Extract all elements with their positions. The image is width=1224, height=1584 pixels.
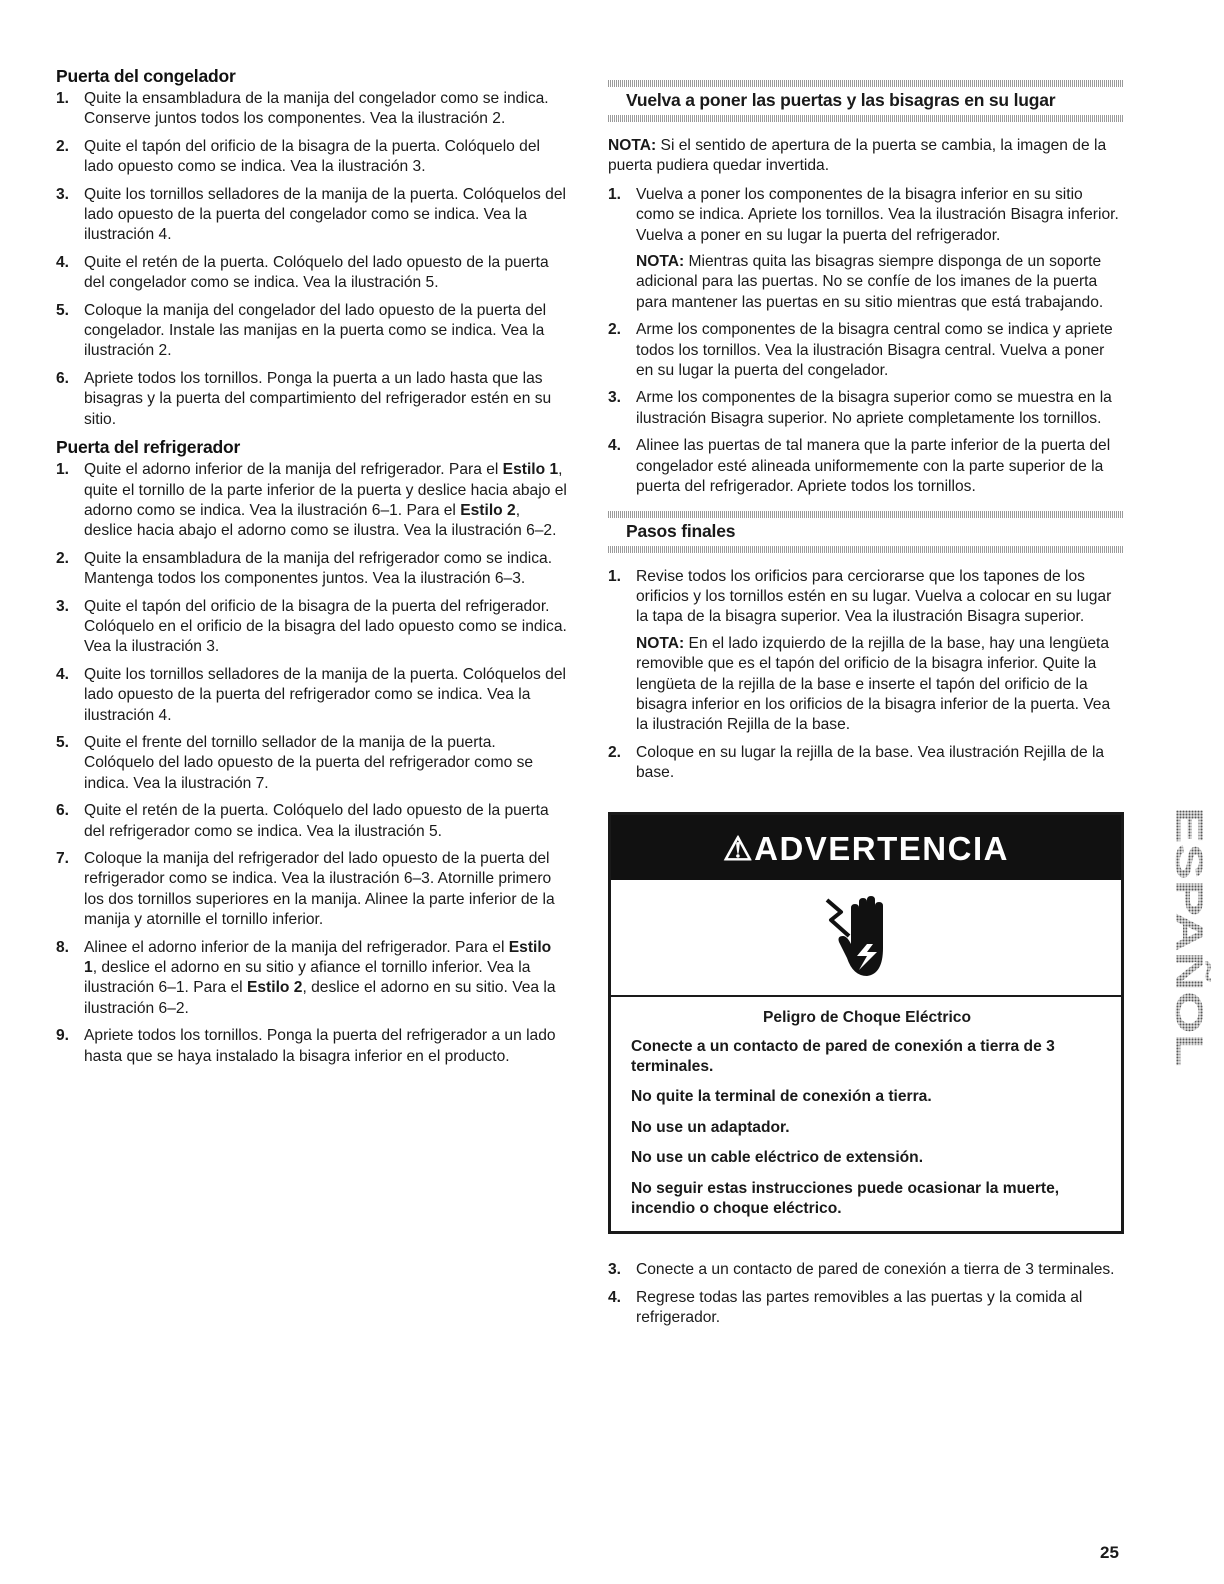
fridge-door-heading: Puerta del refrigerador xyxy=(56,437,241,458)
step-text: Vuelva a poner los componentes de la bisagra inferior en su sitio como se indica. Apriete los tornillos. Vea la ilustración Bisagra inferior. Vuelva a poner en su lugar la puerta del refrigerador. xyxy=(636,185,1119,244)
step-number: 4. xyxy=(608,437,622,455)
replace-note xyxy=(608,136,1124,177)
step-number: 1. xyxy=(608,185,622,203)
step-text: Revise todos los orificios para cerciorarse que los tapones de los orificios y los tornillos estén en su lugar. Vuelva a colocar en su lugar la tapa de la bisagra superior. Vea la ilustración Bisagra superior. xyxy=(636,567,1112,626)
step-text: Coloque en su lugar la rejilla de la base. Vea ilustración Rejilla de la base. xyxy=(636,743,1105,782)
warning-line: No seguir estas instrucciones puede ocasionar la muerte, incendio o choque eléctrico. xyxy=(631,1179,1060,1217)
step-number: 7. xyxy=(56,850,70,867)
warning-line: No use un adaptador. xyxy=(631,1118,790,1136)
list-item xyxy=(608,1260,1124,1280)
step-number: 5. xyxy=(56,733,70,751)
step-number: 8. xyxy=(56,938,70,956)
step-number: 2. xyxy=(56,137,70,155)
warning-line: Conecte a un contacto de pared de conexión a tierra de 3 terminales. xyxy=(631,1037,1055,1075)
page-number: 25 xyxy=(1100,1543,1119,1562)
step-number: 4. xyxy=(56,253,70,271)
step-text: Quite los tornillos selladores de la manija de la puerta. Colóquelos del lado opuesto de la puerta del congelador como se indica. Vea la ilustración 4. xyxy=(84,185,566,244)
step-text: Quite el frente del tornillo sellador de la manija de la puerta. Colóquelo del lado opuesto de la puerta del refrigerador como se indica. Vea la ilustración 7. xyxy=(84,733,534,792)
step-text-a: Alinee el adorno inferior de la manija del refrigerador. Para el xyxy=(84,938,509,956)
freezer-steps-list xyxy=(56,89,568,430)
step-text: Apriete todos los tornillos. Ponga la puerta a un lado hasta que las bisagras y la puerta del compartimiento del refrigerador estén en su sitio. xyxy=(84,369,552,428)
language-tab-label: ESPAÑOL xyxy=(1167,807,1210,993)
step-text: Coloque la manija del refrigerador del lado opuesto de la puerta del refrigerador como se indica. Vea la ilustración 6–3. Atornille primero los dos tornillos superiores en la manija. Alinee la parte inferior de la manija y atornille el tornillo inferior. xyxy=(84,850,555,929)
step-number: 6. xyxy=(56,369,70,387)
warning-body xyxy=(611,997,1121,1232)
note-text: Si el sentido de apertura de la puerta se cambia, la imagen de la puerta pudiera quedar invertida. xyxy=(608,137,1107,175)
list-item xyxy=(56,549,568,590)
step-number: 1. xyxy=(56,461,70,479)
step-text: Quite el retén de la puerta. Colóquelo del lado opuesto de la puerta del congelador como se indica. Vea la ilustración 5. xyxy=(84,253,549,292)
step-text: Regrese todas las partes removibles a las puertas y la comida al refrigerador. xyxy=(636,1288,1083,1327)
warning-danger-title: Peligro de Choque Eléctrico xyxy=(763,1008,971,1026)
banner-rule-top xyxy=(608,80,1124,87)
replace-doors-heading: Vuelva a poner las puertas y las bisagras en su lugar xyxy=(626,90,1056,110)
list-item xyxy=(56,938,568,1020)
list-item xyxy=(608,436,1124,497)
list-item xyxy=(608,185,1124,313)
list-item xyxy=(608,743,1124,784)
note-text: En el lado izquierdo de la rejilla de la base, hay una lengüeta removible que es el tapón del orificio de la bisagra inferior. Quite la lengüeta de la rejilla de la base e inserte el tapón del orificio de la bisagra inferior en los orificios de la bisagra inferior de la puerta. Vea la ilustración Rejilla de la base. xyxy=(636,634,1111,734)
note-label: NOTA: xyxy=(636,634,685,652)
fridge-steps-list xyxy=(56,460,568,1067)
shock-hazard-hand-icon xyxy=(821,892,911,982)
step-text-d: , deslice el adorno en su sitio. Vea la ilustración 6–2. xyxy=(84,979,556,1017)
step-number: 4. xyxy=(56,665,70,683)
step-text: Quite el retén de la puerta. Colóquelo del lado opuesto de la puerta del refrigerador como se indica. Vea la ilustración 5. xyxy=(84,802,549,840)
warning-title: ADVERTENCIA xyxy=(754,829,1009,867)
step-text: Quite el tapón del orificio de la bisagra de la puerta. Colóquelo del lado opuesto como se indica. Vea la ilustración 3. xyxy=(84,137,540,176)
replace-doors-banner xyxy=(608,74,1124,128)
step-text: Arme los componentes de la bisagra superior como se muestra en la ilustración Bisagra superior. No apriete completamente los tornillos. xyxy=(636,389,1112,427)
step-number: 3. xyxy=(608,1261,622,1279)
step-text-a: Quite el adorno inferior de la manija del refrigerador. Para el xyxy=(84,461,503,479)
step-number: 2. xyxy=(608,321,622,339)
step-number: 2. xyxy=(608,743,622,761)
list-item xyxy=(56,460,568,542)
step-text: Quite el tapón del orificio de la bisagra de la puerta del refrigerador. Colóquelo en el orificio de la bisagra del lado opuesto como se indica. Vea la ilustración 3. xyxy=(84,597,567,656)
banner-rule-top xyxy=(608,511,1124,518)
list-item xyxy=(56,849,568,931)
warning-line: No quite la terminal de conexión a tierra. xyxy=(631,1088,932,1106)
step-number: 6. xyxy=(56,802,70,820)
style-2-label: Estilo 2 xyxy=(460,501,516,519)
warning-header xyxy=(611,815,1121,880)
step-number: 4. xyxy=(608,1288,622,1306)
step-text: Quite la ensambladura de la manija del congelador como se indica. Conserve juntos todos los componentes. Vea la ilustración 2. xyxy=(84,90,549,128)
step-text-c: , deslice el adorno en su sitio y afiance el tornillo inferior. Vea la ilustración 6–1. Para el xyxy=(84,959,531,997)
step-number: 2. xyxy=(56,549,70,567)
style-1-label: Estilo 1 xyxy=(84,938,552,977)
step-text: Quite los tornillos selladores de la manija de la puerta. Colóquelos del lado opuesto de la puerta del refrigerador como se indica. Vea la ilustración 4. xyxy=(84,665,566,724)
replace-steps-list xyxy=(608,185,1124,498)
step-text: Arme los componentes de la bisagra central como se indica y apriete todos los tornillos. Vea la ilustración Bisagra central. Vuelva a poner en su lugar la puerta del congelador. xyxy=(636,321,1113,380)
warning-line: No use un cable eléctrico de extensión. xyxy=(631,1149,924,1167)
step-number: 5. xyxy=(56,301,70,319)
style-1-label: Estilo 1 xyxy=(502,461,559,479)
banner-rule-bottom xyxy=(608,546,1124,553)
step-note xyxy=(636,252,1124,313)
step-number: 3. xyxy=(56,597,70,615)
warning-box xyxy=(608,812,1124,1235)
note-text: Mientras quita las bisagras siempre disponga de un soporte adicional para las puertas. No se confíe de los imanes de la puerta para mantener las puertas en su sitio mientras que está trabajando. xyxy=(636,253,1104,311)
step-number: 9. xyxy=(56,1027,70,1045)
note-label: NOTA: xyxy=(608,137,657,154)
list-item xyxy=(56,733,568,794)
list-item xyxy=(56,1026,568,1067)
final-steps-banner xyxy=(608,505,1124,559)
list-item xyxy=(56,137,568,178)
list-item xyxy=(56,253,568,294)
final-steps-heading: Pasos finales xyxy=(626,520,736,541)
final-steps-list-continued xyxy=(608,1260,1124,1328)
step-text: Coloque la manija del congelador del lado opuesto de la puerta del congelador. Instale las manijas en la puerta como se indica. Vea la ilustración 2. xyxy=(84,301,547,360)
step-number: 1. xyxy=(608,567,622,585)
step-text: Apriete todos los tornillos. Ponga la puerta del refrigerador a un lado hasta que se haya instalado la bisagra inferior en el producto. xyxy=(84,1027,556,1065)
list-item xyxy=(56,597,568,658)
step-text-d: , deslice hacia abajo el adorno como se ilustra. Vea la ilustración 6–2. xyxy=(84,501,557,540)
list-item xyxy=(608,567,1124,736)
left-column xyxy=(56,66,568,1074)
step-number: 3. xyxy=(608,389,622,407)
list-item xyxy=(56,185,568,246)
step-text-c: , quite el tornillo de la parte inferior de la puerta y deslice hacia abajo el adorno como se indica. Vea la ilustración 6–1. Para el xyxy=(84,461,567,519)
step-note xyxy=(636,634,1124,736)
list-item xyxy=(608,388,1124,429)
language-tab-graphic xyxy=(1140,805,1210,1070)
shock-hazard-hand-icon xyxy=(611,880,1121,997)
list-item xyxy=(56,369,568,430)
step-number: 3. xyxy=(56,185,70,203)
list-item xyxy=(608,320,1124,381)
step-number: 1. xyxy=(56,90,70,107)
list-item xyxy=(56,301,568,362)
list-item xyxy=(56,665,568,726)
note-label: NOTA: xyxy=(636,253,685,271)
style-2-label: Estilo 2 xyxy=(246,979,303,997)
list-item xyxy=(56,89,568,130)
final-steps-list xyxy=(608,567,1124,784)
language-side-tab xyxy=(1140,805,1210,1070)
step-text: Conecte a un contacto de pared de conexión a tierra de 3 terminales. xyxy=(636,1261,1115,1279)
banner-rule-bottom xyxy=(608,115,1124,122)
list-item xyxy=(608,1288,1124,1329)
warning-triangle-icon: ⚠ xyxy=(723,829,755,867)
step-text: Alinee las puertas de tal manera que la parte inferior de la puerta del congelador esté alineada uniformemente con la parte superior de la puerta del refrigerador. Apriete todos los tornillos. xyxy=(636,437,1111,496)
freezer-door-heading: Puerta del congelador xyxy=(56,66,236,86)
list-item xyxy=(56,801,568,842)
right-column xyxy=(608,74,1124,1336)
step-text: Quite la ensambladura de la manija del refrigerador como se indica. Mantenga todos los componentes juntos. Vea la ilustración 6–3. xyxy=(84,549,553,588)
